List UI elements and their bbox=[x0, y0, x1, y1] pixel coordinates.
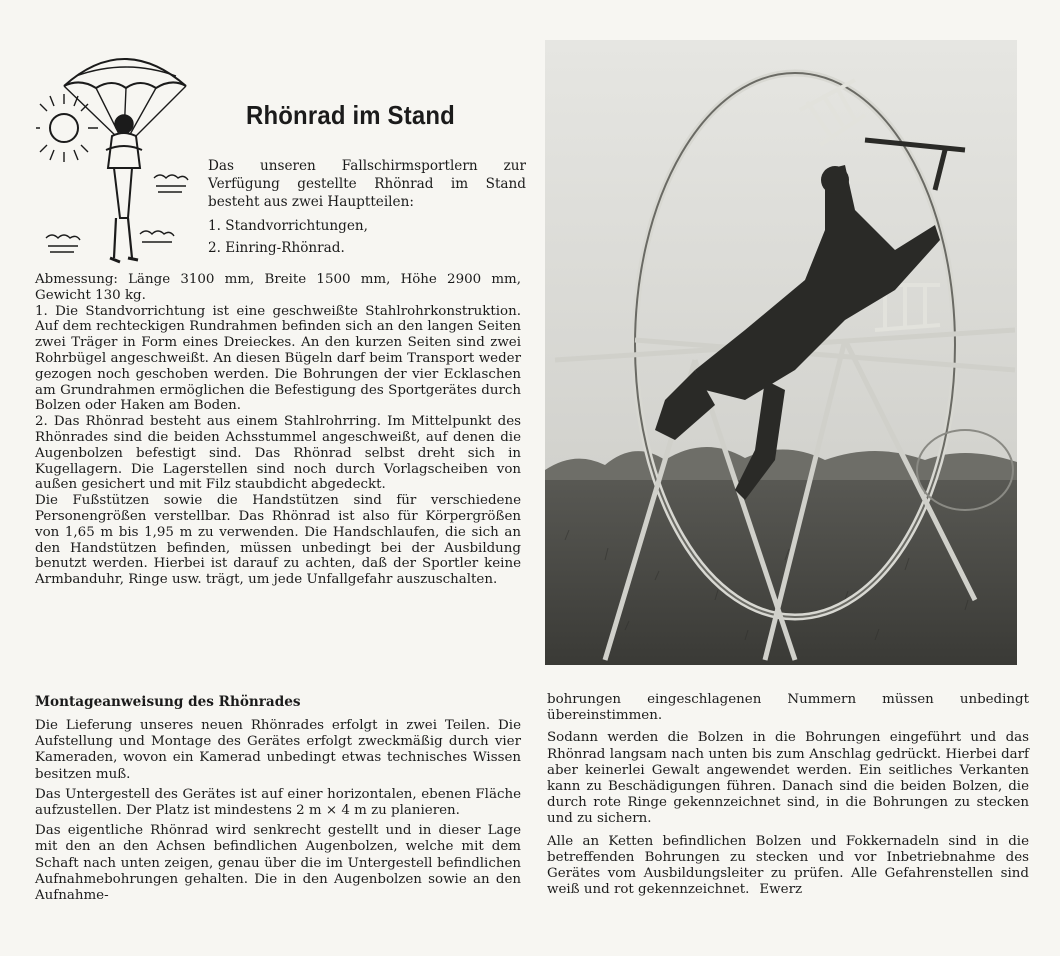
paragraph: 1. Die Standvorrichtung ist eine geschweißte Stahlrohrkonstruktion. Auf dem rechteckigen Rundrahmen befinden sich an den langen Seiten zwei Träger in Form eines Dreieckes. An den kurzen Seiten sind zwei Rohrbügel angeschweißt. An diesen Bügeln darf beim Transport weder gezogen noch geschoben werden. Die Bohrungen der vier Ecklaschen am Grundrahmen ermöglichen die Befestigung des Sportgerätes durch Bolzen oder Haken am Boden. bbox=[35, 303, 521, 414]
dimensions-paragraph: Abmessung: Länge 3100 mm, Breite 1500 mm, Höhe 2900 mm, Gewicht 130 kg. bbox=[35, 272, 521, 303]
list-item: 2. Einring-Rhönrad. bbox=[208, 240, 345, 256]
paragraph: bohrungen eingeschlagenen Nummern müssen unbedingt übereinstimmen. bbox=[547, 692, 1029, 724]
montage-left-column bbox=[35, 718, 521, 908]
article-title: Rhönrad im Stand bbox=[246, 100, 455, 130]
paragraph: Sodann werden die Bolzen in die Bohrungen eingeführt und das Rhönrad langsam nach unten bis zum Anschlag gedrückt. Hierbei darf aber keinerlei Gewalt angewendet werden. Ein seitliches Verkanten kann zu Beschädigungen führen. Danach sind die beiden Bolzen, die durch rote Ringe gekennzeichnet sind, in die Bohrungen zu stecken und zu sichern. bbox=[547, 730, 1029, 827]
intro-text: Das unseren Fallschirmsportlern zur Verfügung gestellte Rhönrad im Stand besteht aus zwei Hauptteilen: bbox=[208, 158, 526, 210]
parts-list bbox=[208, 215, 526, 259]
paragraph bbox=[547, 834, 1029, 899]
montage-right-column bbox=[547, 692, 1029, 904]
section-heading: Montageanweisung des Rhönrades bbox=[35, 694, 301, 710]
rhoenrad-photo bbox=[545, 40, 1017, 665]
rhoenrad-photo-image bbox=[545, 40, 1017, 665]
paragraph: Das Untergestell des Gerätes ist auf einer horizontalen, ebenen Fläche aufzustellen. Der Platz ist mindestens 2 m × 4 m zu planieren. bbox=[35, 786, 521, 819]
parachutist-emblem bbox=[36, 38, 196, 268]
paragraph: 2. Das Rhönrad besteht aus einem Stahlrohrring. Im Mittelpunkt des Rhönrades sind die beiden Achsstummel angeschweißt, auf denen die Augenbolzen befestigt sind. Das Rhönrad selbst dreht sich in Kugellagern. Die Lagerstellen sind noch durch Vorlagscheiben von außen gesichert und mit Filz staubdicht abgedeckt. bbox=[35, 414, 521, 493]
author-signature: Ewerz bbox=[759, 882, 803, 898]
paragraph-text: Alle an Ketten befindlichen Bolzen und Fokkernadeln sind in die betreffenden Bohrungen zu stecken und vor Inbetriebnahme des Gerätes vom Ausbildungsleiter zu prüfen. Alle Gefahrenstellen sind weiß und rot gekennzeichnet. bbox=[547, 833, 1029, 898]
paragraph: Die Fußstützen sowie die Handstützen sind für verschiedene Personengrößen verstellbar. Das Rhönrad ist also für Körpergrößen von 1,65 m bis 1,95 m zu verwenden. Die Handschlaufen, die sich an den Handstützen befinden, müssen unbedingt bei der Ausbildung benutzt werden. Hierbei ist darauf zu achten, daß der Sportler keine Armbanduhr, Ringe usw. trägt, um jede Unfallgefahr auszuschalten. bbox=[35, 493, 521, 588]
list-item: 1. Standvorrichtungen, bbox=[208, 218, 368, 234]
parachutist-icon bbox=[36, 38, 196, 268]
intro-block bbox=[208, 157, 526, 259]
paragraph: Die Lieferung unseres neuen Rhönrades erfolgt in zwei Teilen. Die Aufstellung und Montage des Gerätes erfolgt zweckmäßig durch vier Kameraden, wovon ein Kamerad unbedingt etwas technisches Wissen besitzen muß. bbox=[35, 718, 521, 782]
paragraph: Das eigentliche Rhönrad wird senkrecht gestellt und in dieser Lage mit den an den Achsen befindlichen Augenbolzen, welche mit dem Schaft nach unten zeigen, genau über die im Untergestell befindlichen Aufnahmebohrungen gehalten. Die in den Augenbolzen sowie an den Aufnahme- bbox=[35, 823, 521, 904]
main-text bbox=[35, 272, 521, 588]
